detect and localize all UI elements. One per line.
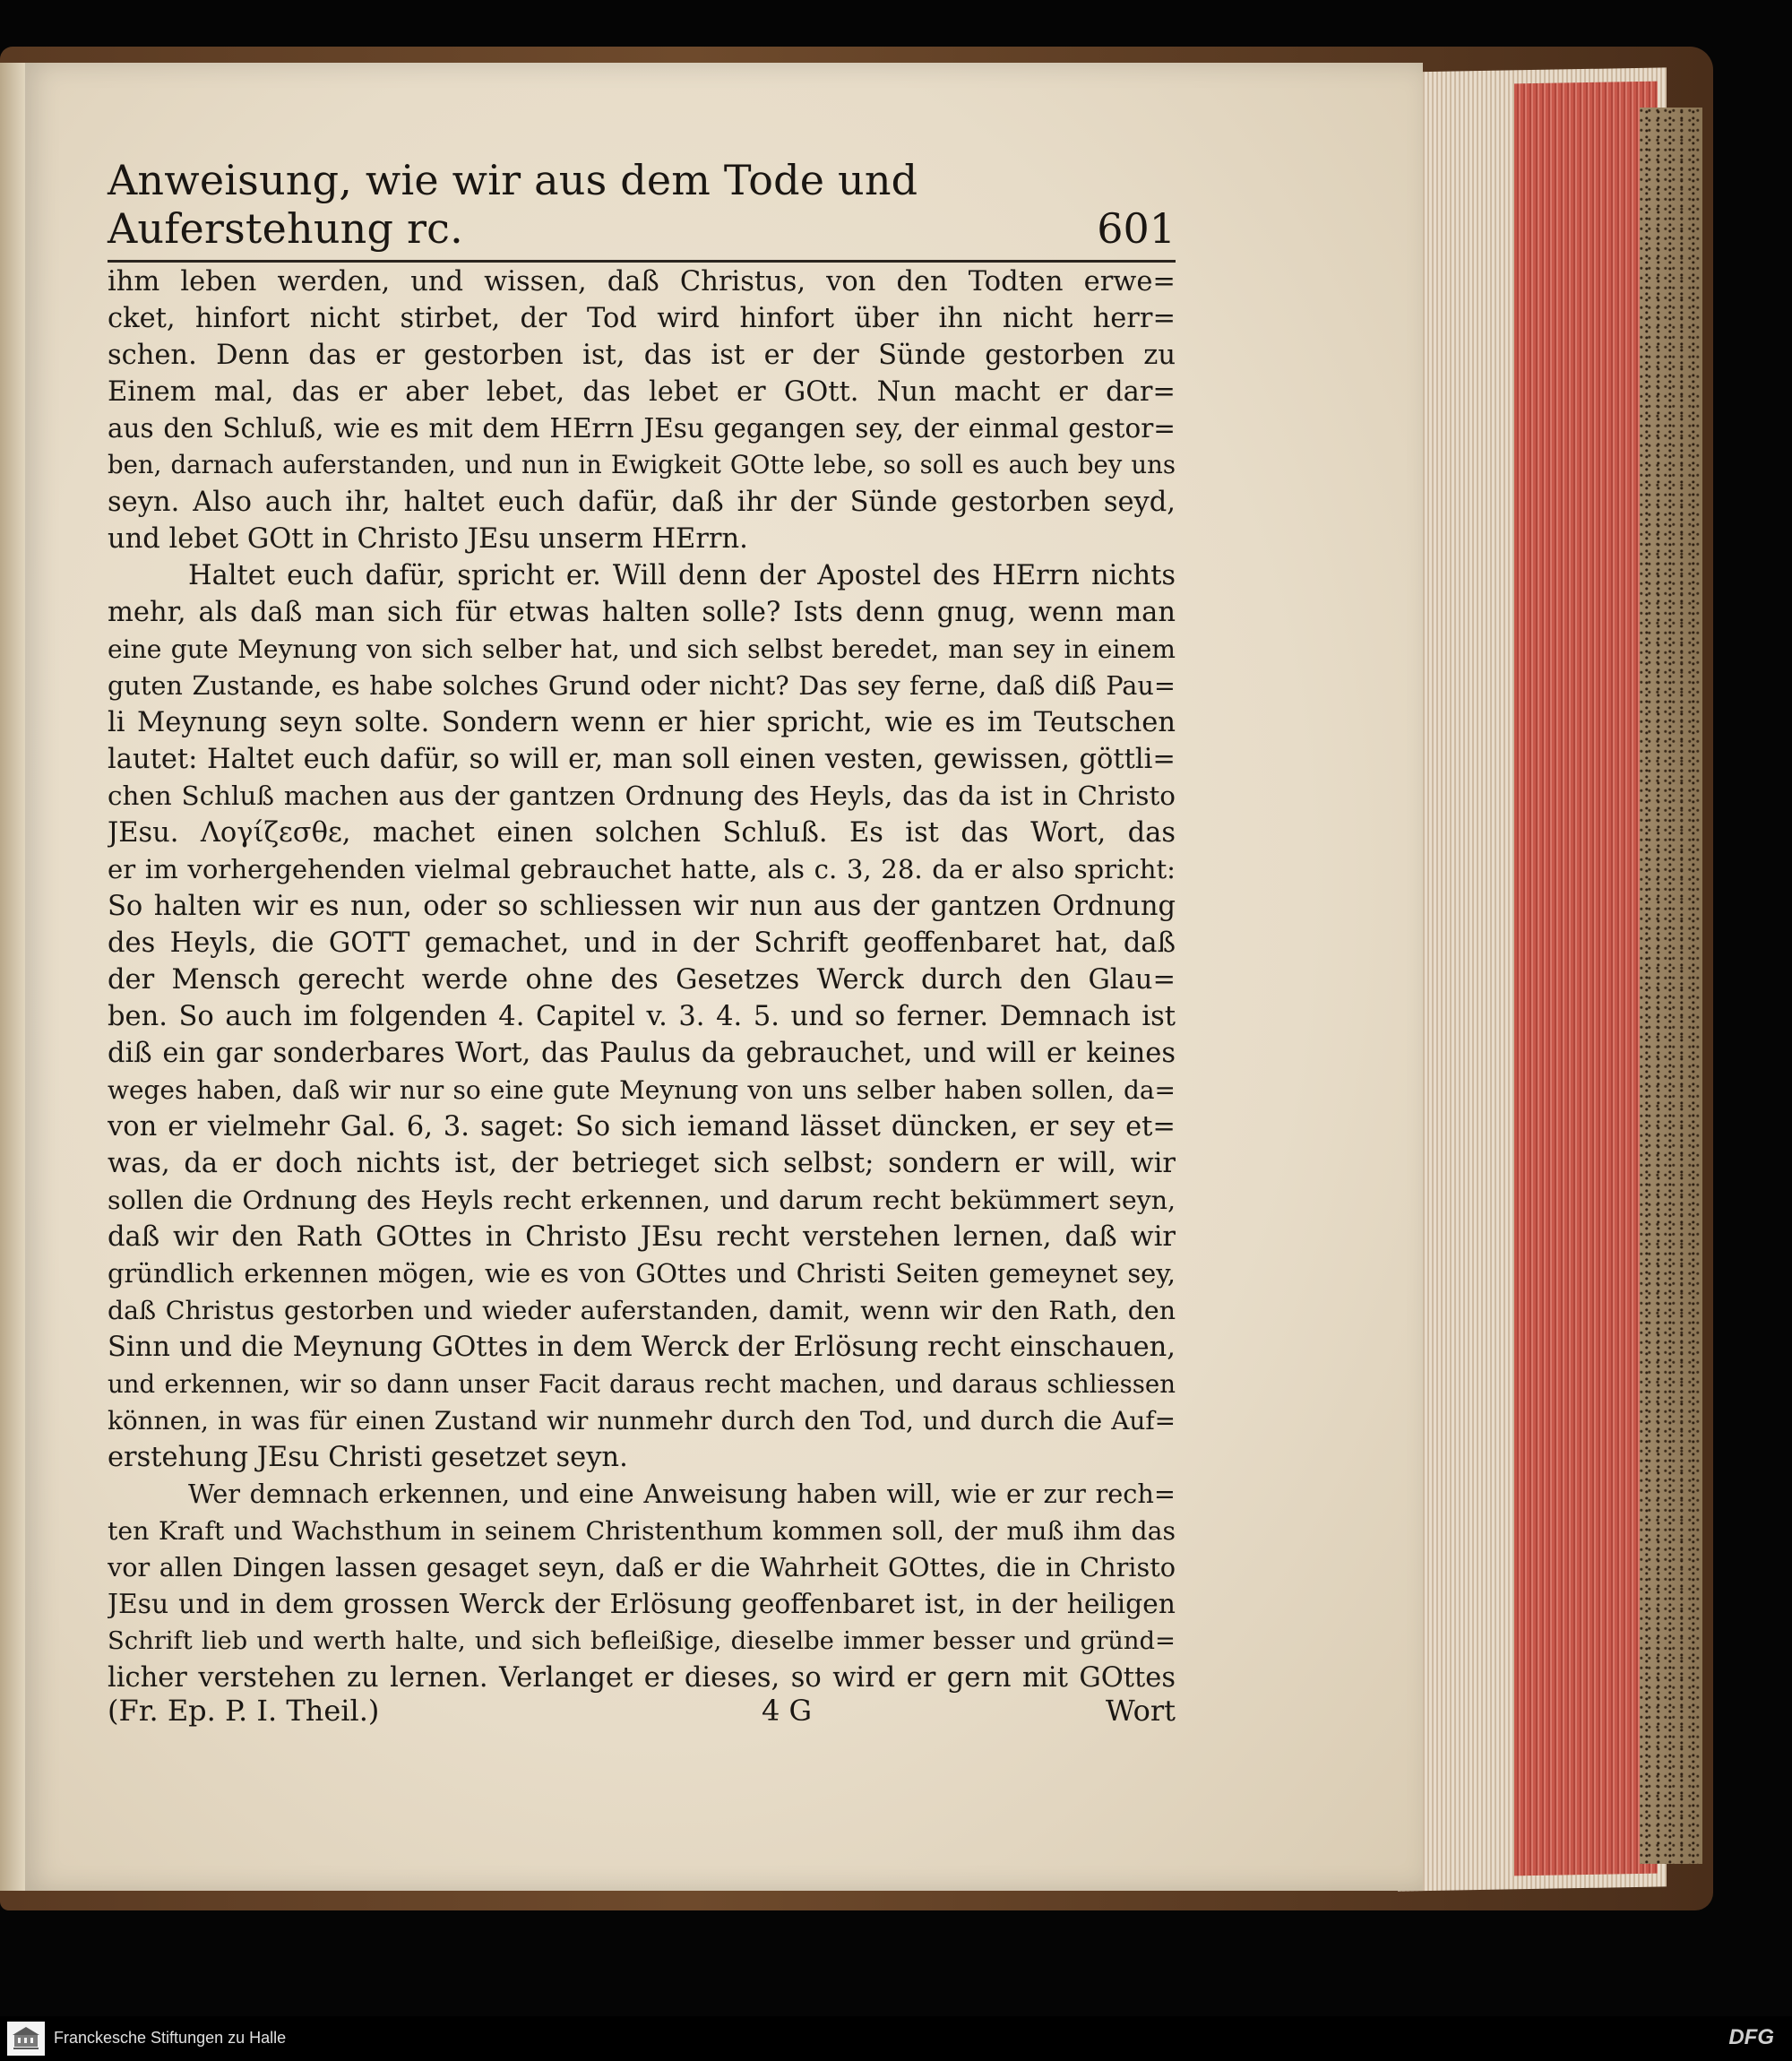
page-number: 601 — [1097, 204, 1176, 253]
text-line: licher verstehen zu lernen. Verlanget er dieses, so wird er gern mit GOttes — [108, 1662, 1176, 1694]
dfg-logo[interactable]: DFG — [1728, 2025, 1774, 2049]
franckesche-stiftungen-logo-icon[interactable] — [7, 2022, 45, 2056]
text-line: ten Kraft und Wachsthum in seinem Christenthum kommen soll, der muß ihm das — [108, 1516, 1176, 1546]
viewer-bottom-bar — [0, 2016, 1792, 2061]
footer-signature: (Fr. Ep. P. I. Theil.) — [108, 1694, 380, 1728]
text-line: ben, darnach auferstanden, und nun in Ewigkeit GOtte lebe, so soll es auch bey uns — [108, 451, 1176, 479]
text-line: daß wir den Rath GOttes in Christo JEsu recht verstehen lernen, daß wir — [108, 1221, 1176, 1253]
text-line: cket, hinfort nicht stirbet, der Tod wird hinfort über ihn nicht herr= — [108, 303, 1176, 334]
running-head-title: Anweisung, wie wir aus dem Tode und Auferstehung rc. — [108, 156, 918, 253]
text-line: sollen die Ordnung des Heyls recht erkennen, und darum recht bekümmert seyn, — [108, 1186, 1176, 1215]
text-line: JEsu und in dem grossen Werck der Erlösung geoffenbaret ist, in der heiligen — [108, 1589, 1176, 1620]
back-cover-edge — [1640, 108, 1702, 1864]
page-footer — [108, 1694, 1176, 1735]
text-line: der Mensch gerecht werde ohne des Gesetzes Werck durch den Glau= — [108, 964, 1176, 996]
text-line: und lebet GOtt in Christo JEsu unserm HErrn. — [108, 523, 748, 555]
footer-catchword: Wort — [1105, 1694, 1176, 1728]
text-line: können, in was für einen Zustand wir nunmehr durch den Tod, und durch die Auf= — [108, 1406, 1176, 1436]
text-line: guten Zustande, es habe solches Grund oder nicht? Das sey ferne, daß diß Pau= — [108, 670, 1176, 701]
text-line: Wer demnach erkennen, und eine Anweisung haben will, wie er zur rech= — [188, 1479, 1176, 1509]
left-page-edge — [0, 63, 27, 1891]
text-line: erstehung JEsu Christi gesetzet seyn. — [108, 1442, 628, 1473]
text-line: er im vorhergehenden vielmal gebrauchet hatte, als c. 3, 28. da er also spricht: — [108, 854, 1176, 884]
text-line: von er vielmehr Gal. 6, 3. saget: So sich iemand lässet düncken, er sey et= — [108, 1111, 1176, 1143]
footer-sheet-mark: 4 G — [762, 1694, 813, 1728]
text-line: Schrift lieb und werth halte, und sich befleißige, dieselbe immer besser und gründ= — [108, 1627, 1176, 1655]
text-line: Sinn und die Meynung GOttes in dem Werck der Erlösung recht einschauen, — [108, 1332, 1176, 1363]
text-line: was, da er doch nichts ist, der betrieget sich selbst; sondern er will, wir — [108, 1148, 1176, 1179]
text-line: aus den Schluß, wie es mit dem HErrn JEsu gegangen sey, der einmal gestor= — [108, 413, 1176, 444]
text-line: ben. So auch im folgenden 4. Capitel v. 3. 4. 5. und so ferner. Demnach ist — [108, 1001, 1176, 1032]
text-line: Einem mal, das er aber lebet, das lebet er GOtt. Nun macht er dar= — [108, 376, 1176, 408]
institution-name[interactable]: Franckesche Stiftungen zu Halle — [54, 2029, 287, 2047]
text-line: ihm leben werden, und wissen, daß Christus, von den Todten erwe= — [108, 266, 1176, 298]
text-line: eine gute Meynung von sich selber hat, und sich selbst beredet, man sey in einem — [108, 634, 1176, 664]
text-line: chen Schluß machen aus der gantzen Ordnung des Heyls, das da ist in Christo — [108, 780, 1176, 811]
text-line: und erkennen, wir so dann unser Facit daraus recht machen, und daraus schliessen — [108, 1369, 1176, 1399]
text-line: daß Christus gestorben und wieder auferstanden, damit, wenn wir den Rath, den — [108, 1296, 1176, 1325]
text-line: gründlich erkennen mögen, wie es von GOttes und Christi Seiten gemeynet sey, — [108, 1258, 1176, 1289]
running-header — [108, 156, 1176, 253]
text-line: weges haben, daß wir nur so eine gute Meynung von uns selber haben sollen, da= — [108, 1075, 1176, 1105]
body-text — [108, 263, 1176, 1696]
text-line: mehr, als daß man sich für etwas halten solle? Ists denn gnug, wenn man — [108, 597, 1176, 628]
text-line: schen. Denn das er gestorben ist, das ist er der Sünde gestorben zu — [108, 340, 1176, 371]
text-line: lautet: Haltet euch dafür, so will er, man soll einen vesten, gewissen, göttli= — [108, 744, 1176, 775]
text-line: So halten wir es nun, oder so schliessen wir nun aus der gantzen Ordnung — [108, 891, 1176, 922]
text-line: JEsu. Λογίζεσθε, machet einen solchen Schluß. Es ist das Wort, das — [108, 817, 1176, 849]
text-line: diß ein gar sonderbares Wort, das Paulus da gebrauchet, und will er keines — [108, 1038, 1176, 1069]
red-page-edge — [1514, 82, 1658, 1876]
text-line: des Heyls, die GOTT gemachet, und in der Schrift geoffenbaret hat, daß — [108, 927, 1176, 959]
text-line: li Meynung seyn solte. Sondern wenn er hier spricht, wie es im Teutschen — [108, 707, 1176, 738]
header-rule — [108, 260, 1176, 263]
text-line: seyn. Also auch ihr, haltet euch dafür, daß ihr der Sünde gestorben seyd, — [108, 487, 1176, 518]
text-line: vor allen Dingen lassen gesaget seyn, daß er die Wahrheit GOttes, die in Christo — [108, 1552, 1176, 1582]
text-line: Haltet euch dafür, spricht er. Will denn der Apostel des HErrn nichts — [188, 560, 1176, 591]
